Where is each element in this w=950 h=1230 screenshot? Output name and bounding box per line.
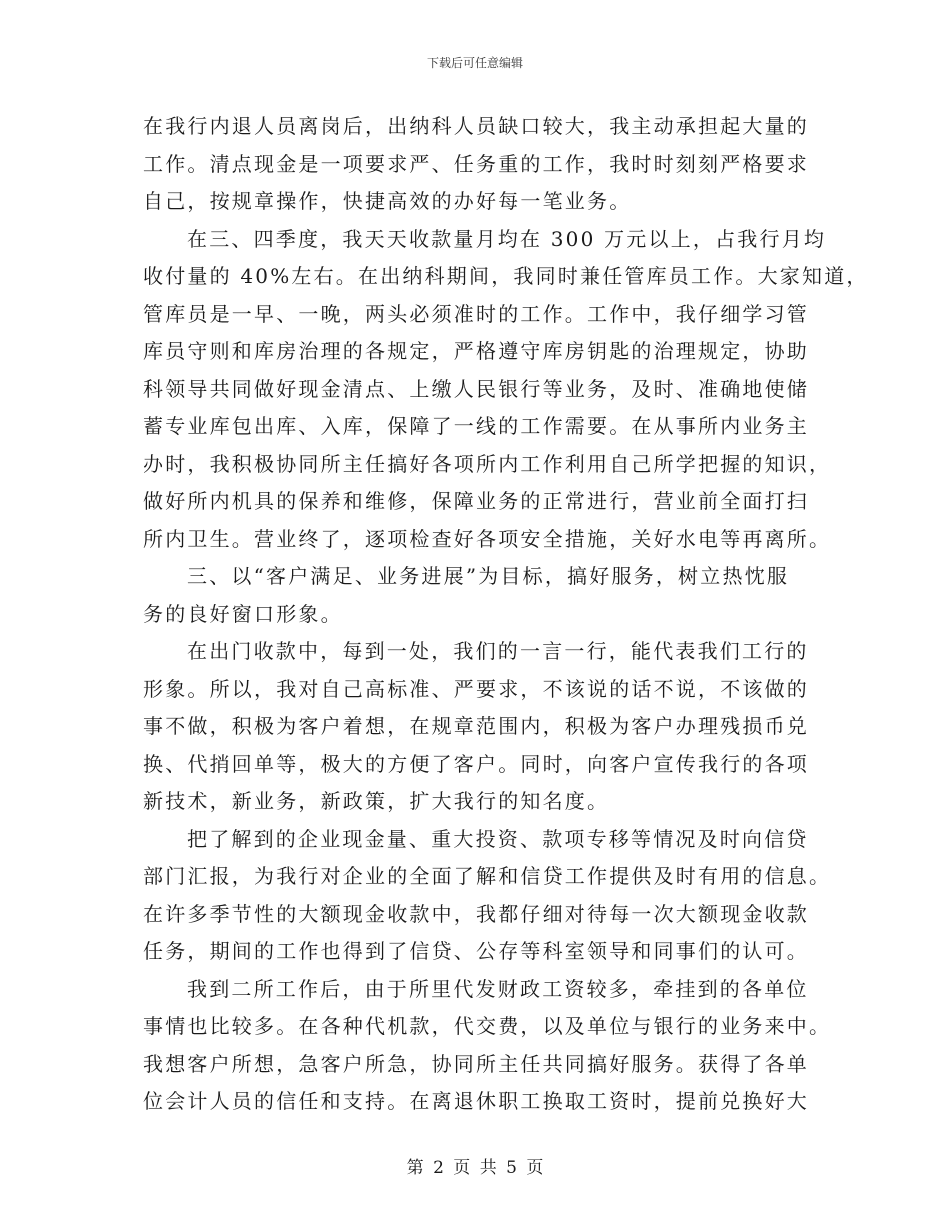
text-line: 形象。所以，我对自己高标准、严要求，不该说的话不说，不该做的 [143,676,809,701]
text-line: 我想客户所想，急客户所急，协同所主任共同搞好服务。获得了各单 [143,1051,809,1076]
footer-suffix: 页 [526,1158,544,1178]
text-line: 事不做，积极为客户着想，在规章范围内，积极为客户办理残损币兑 [143,714,809,738]
text-line: 所内卫生。营业终了，逐项检查好各项安全措施，关好水电等再离所。 [143,526,832,551]
text-line: 三、以“客户满足、业务进展”为目标，搞好服务，树立热忱服 [187,564,790,588]
text-line: 科领导共同做好现金清点、上缴人民银行等业务，及时、准确地使储 [143,376,809,401]
text-line: 办时，我积极协同所主任搞好各项所内工作利用自己所学把握的知识， [143,451,832,476]
text-line: 自己，按规章操作，快捷高效的办好每一笔业务。 [143,189,632,213]
text-line: 换、代捎回单等，极大的方便了客户。同时，向客户宣传我行的各项 [143,751,809,776]
text-line: 在三、四季度，我天天收款量月均在 300 万元以上，占我行月均 [187,226,827,251]
footer-prefix: 第 [406,1158,424,1178]
current-page-number: 2 [433,1158,444,1178]
page-header: 下载后可任意编辑 [426,56,523,70]
text-line: 把了解到的企业现金量、重大投资、款项专移等情况及时向信贷 [187,826,809,851]
text-line: 工作。清点现金是一项要求严、任务重的工作，我时时刻刻严格要求 [143,151,809,176]
footer-total-word: 共 [479,1158,497,1178]
footer-page-word: 页 [453,1158,471,1178]
text-line: 任务，期间的工作也得到了信贷、公存等科室领导和同事们的认可。 [143,939,809,963]
text-line: 我到二所工作后，由于所里代发财政工资较多，牵挂到的各单位 [187,976,809,1001]
text-line: 部门汇报，为我行对企业的全面了解和信贷工作提供及时有用的信息。 [143,864,832,888]
text-line: 收付量的 40%左右。在出纳科期间，我同时兼任管库员工作。大家知道， [143,264,869,288]
text-line: 事情也比较多。在各种代机款，代交费，以及单位与银行的业务来中。 [143,1014,832,1038]
text-line: 做好所内机具的保养和维修，保障业务的正常进行，营业前全面打扫 [143,489,809,513]
text-line: 在许多季节性的大额现金收款中，我都仔细对待每一次大额现金收款 [143,901,809,926]
text-line: 新技术，新业务，新政策，扩大我行的知名度。 [143,789,610,813]
text-line: 位会计人员的信任和支持。在离退休职工换取工资时，提前兑换好大 [143,1089,809,1113]
text-line: 管库员是一早、一晚，两头必须准时的工作。工作中，我仔细学习管 [143,301,809,326]
page-footer [0,1153,950,1178]
text-line: 在出门收款中，每到一处，我们的一言一行，能代表我们工行的 [187,639,809,663]
text-line: 务的良好窗口形象。 [143,601,343,626]
text-line: 蓄专业库包出库、入库，保障了一线的工作需要。在从事所内业务主 [143,414,809,438]
document-body [143,108,869,1121]
text-line: 在我行内退人员离岗后，出纳科人员缺口较大，我主动承担起大量的 [143,114,809,138]
total-pages-number: 5 [506,1158,517,1178]
text-line: 库员守则和库房治理的各规定，严格遵守库房钥匙的治理规定，协助 [143,339,809,363]
